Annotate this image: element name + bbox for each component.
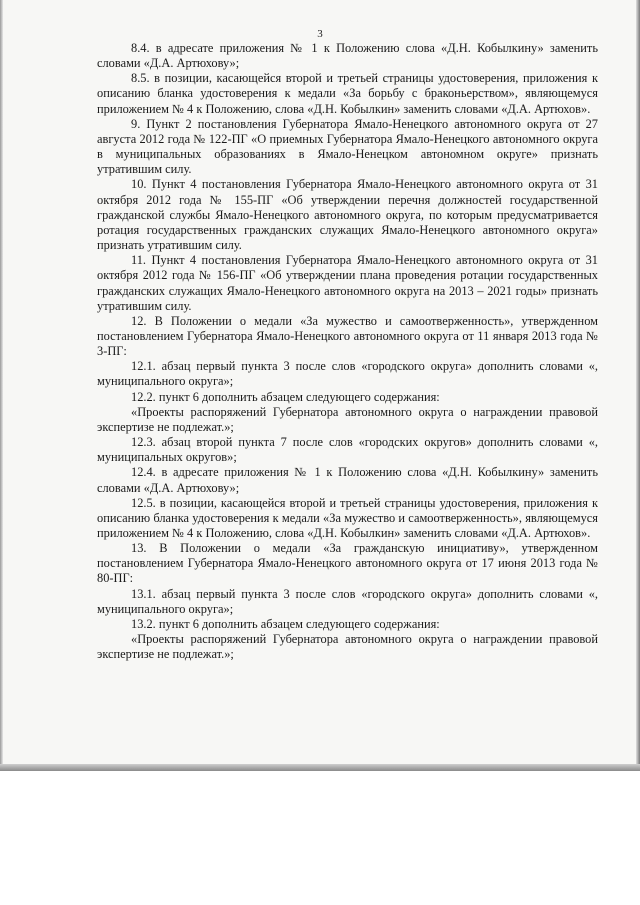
paragraph-13-2-quote: «Проекты распоряжений Губернатора автономного округа о награждении правовой экспертизе не подлежат.»; (97, 632, 598, 662)
paragraph-9: 9. Пункт 2 постановления Губернатора Ямало-Ненецкого автономного округа от 27 августа 2012 года № 122-ПГ «О приемных Губернатора Ямало-Ненецкого автономного округа в муниципальных образованиях в Ямало-Ненецком автономном округе» признать утратившим силу. (97, 116, 598, 177)
scan-edge-right (636, 0, 640, 771)
scan-edge-bottom (0, 764, 640, 771)
paragraph-10: 10. Пункт 4 постановления Губернатора Ямало-Ненецкого автономного округа от 31 октября 2012 года № 155-ПГ «Об утверждении перечня должностей государственной гражданской службы Ямало-Ненецкого автономного округа, по которым предусматривается ротация государственных гражданских служащих Ямало-Ненецкого автономного округа» признать утратившим силу. (97, 177, 598, 253)
paragraph-13-2: 13.2. пункт 6 дополнить абзацем следующего содержания: (131, 616, 440, 631)
paragraph-8-4: 8.4. в адресате приложения № 1 к Положению слова «Д.Н. Кобылкину» заменить словами «Д.А. Артюхову»; (97, 41, 598, 71)
paragraph-12: 12. В Положении о медали «За мужество и самоотверженность», утвержденном постановлением Губернатора Ямало-Ненецкого автономного округа от 11 января 2013 года № 3-ПГ: (97, 313, 598, 359)
scan-edge-left (0, 0, 3, 771)
document-body (97, 41, 598, 662)
paragraph-11: 11. Пункт 4 постановления Губернатора Ямало-Ненецкого автономного округа от 31 октября 2012 года № 156-ПГ «Об утверждении плана проведения ротации государственных гражданских служащих Ямало-Ненецкого автономного округа на 2013 – 2021 годы» признать утратившим силу. (97, 253, 598, 313)
paragraph-12-3: 12.3. абзац второй пункта 7 после слов «городских округов» дополнить словами «, муниципальных округов»; (97, 435, 598, 465)
paragraph-12-2: 12.2. пункт 6 дополнить абзацем следующего содержания: (131, 389, 440, 404)
paragraph-13-1: 13.1. абзац первый пункта 3 после слов «городского округа» дополнить словами «, муниципального округа»; (97, 586, 598, 616)
paragraph-12-4: 12.4. в адресате приложения № 1 к Положению слова «Д.Н. Кобылкину» заменить словами «Д.А. Артюхову»; (97, 465, 598, 495)
paragraph-12-2-quote: «Проекты распоряжений Губернатора автономного округа о награждении правовой экспертизе не подлежат.»; (97, 404, 598, 434)
paragraph-13: 13. В Положении о медали «За гражданскую инициативу», утвержденном постановлением Губернатора Ямало-Ненецкого автономного округа от 17 июня 2013 года № 80-ПГ: (97, 541, 598, 586)
paragraph-12-5: 12.5. в позиции, касающейся второй и третьей страницы удостоверения, приложения к описанию бланка удостоверения к медали «За мужество и самоотверженность», являющемуся приложением № 4 к Положению, слова «Д.Н. Кобылкин» заменить словами «Д.А. Артюхов». (97, 495, 598, 540)
page-number: 3 (317, 28, 323, 40)
paragraph-12-1: 12.1. абзац первый пункта 3 после слов «городского округа» дополнить словами «, муниципального округа»; (97, 359, 598, 389)
paragraph-8-5: 8.5. в позиции, касающейся второй и третьей страницы удостоверения, приложения к описанию бланка удостоверения к медали «За борьбу с браконьерством», являющемуся приложением № 4 к Положению, слова «Д.Н. Кобылкин» заменить словами «Д.А. Артюхов». (97, 71, 598, 116)
